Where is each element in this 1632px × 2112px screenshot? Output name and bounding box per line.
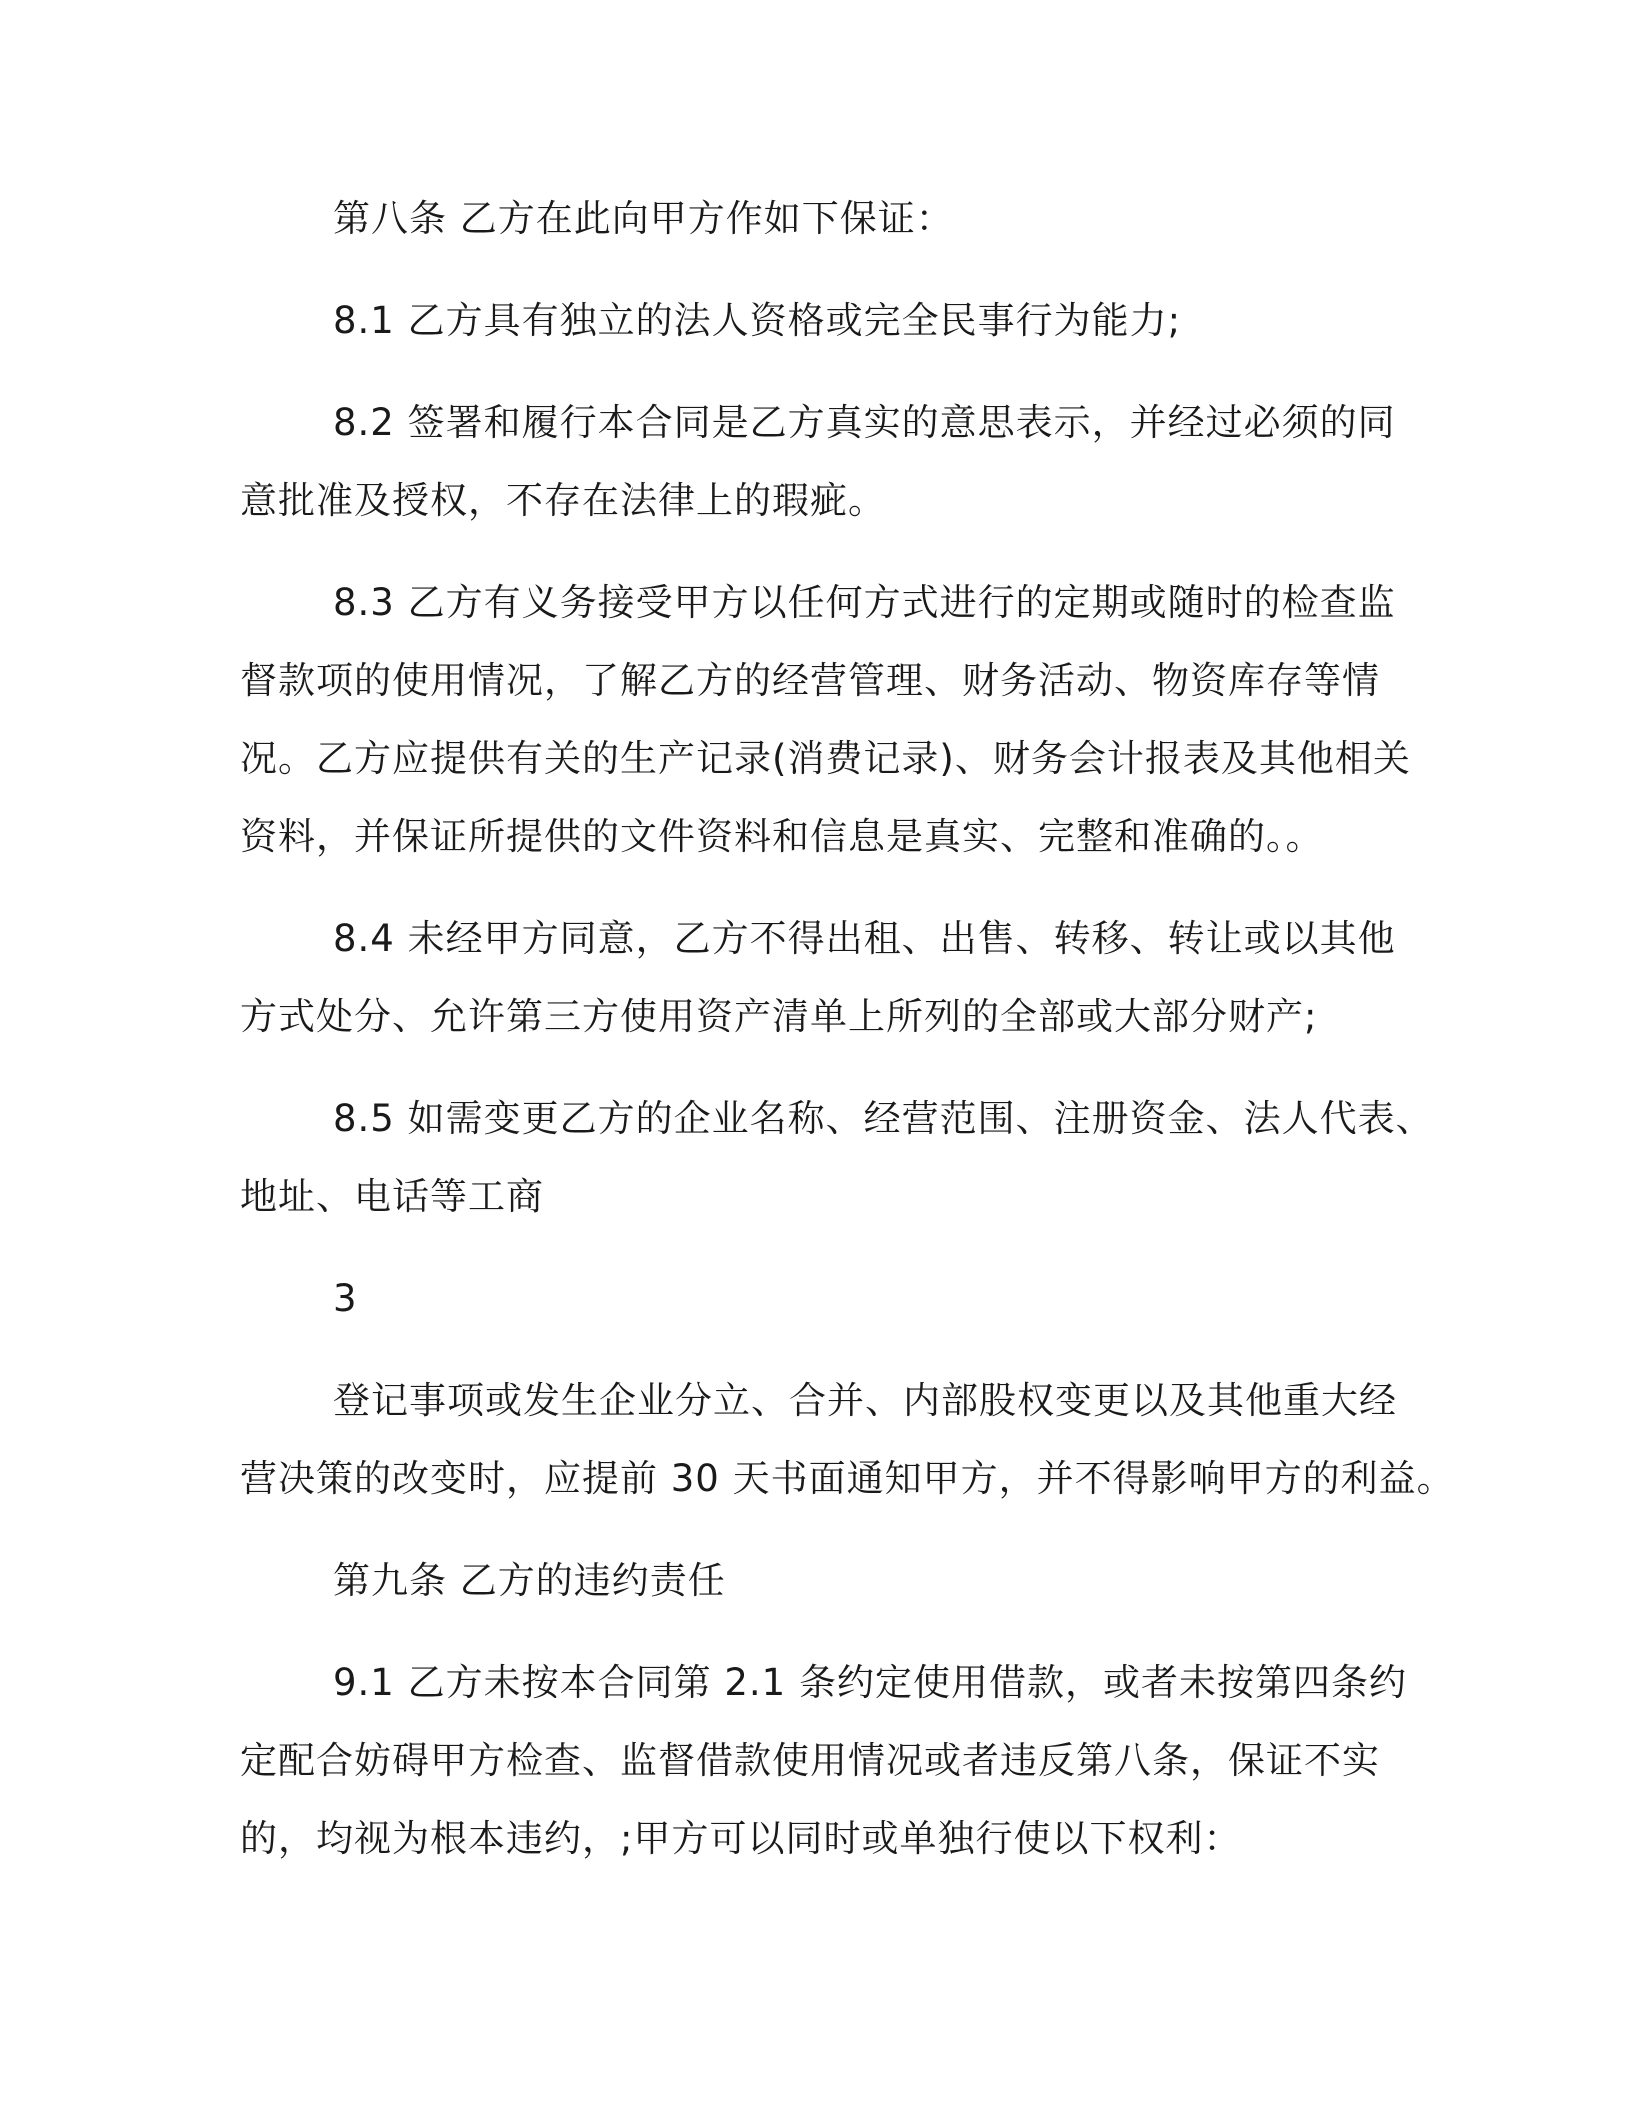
clause-8-3-line-4: 资料，并保证所提供的文件资料和信息是真实、完整和准确的。。 <box>240 815 1324 858</box>
clause-8-3-line-1: 8.3 乙方有义务接受甲方以任何方式进行的定期或随时的检查监 <box>333 581 1396 624</box>
clause-9-1-line-3: 的，均视为根本违约，;甲方可以同时或单独行使以下权利： <box>240 1817 1242 1860</box>
clause-8-5-line-2: 地址、电话等工商 <box>240 1175 544 1218</box>
clause-9-1-line-2: 定配合妨碍甲方检查、监督借款使用情况或者违反第八条，保证不实 <box>240 1739 1380 1782</box>
clause-8-3-line-2: 督款项的使用情况，了解乙方的经营管理、财务活动、物资库存等情 <box>240 659 1380 702</box>
clause-8-1: 8.1 乙方具有独立的法人资格或完全民事行为能力; <box>333 299 1182 342</box>
clause-8-2-line-1: 8.2 签署和履行本合同是乙方真实的意思表示，并经过必须的同 <box>333 401 1396 444</box>
page-number: 3 <box>333 1277 358 1320</box>
clause-8-5-cont-line-1: 登记事项或发生企业分立、合并、内部股权变更以及其他重大经 <box>333 1379 1397 1422</box>
clause-8-4-line-2: 方式处分、允许第三方使用资产清单上所列的全部或大部分财产; <box>240 995 1318 1038</box>
clause-8-3-line-3: 况。乙方应提供有关的生产记录(消费记录)、财务会计报表及其他相关 <box>240 737 1411 780</box>
clause-8-4-line-1: 8.4 未经甲方同意，乙方不得出租、出售、转移、转让或以其他 <box>333 917 1396 960</box>
article-9-heading: 第九条 乙方的违约责任 <box>333 1559 726 1602</box>
article-8-heading: 第八条 乙方在此向甲方作如下保证： <box>333 197 954 240</box>
clause-8-2-line-2: 意批准及授权，不存在法律上的瑕疵。 <box>240 479 886 522</box>
clause-9-1-line-1: 9.1 乙方未按本合同第 2.1 条约定使用借款，或者未按第四条约 <box>333 1661 1407 1704</box>
clause-8-5-line-1: 8.5 如需变更乙方的企业名称、经营范围、注册资金、法人代表、 <box>333 1097 1434 1140</box>
clause-8-5-cont-line-2: 营决策的改变时，应提前 30 天书面通知甲方，并不得影响甲方的利益。 <box>240 1457 1455 1500</box>
